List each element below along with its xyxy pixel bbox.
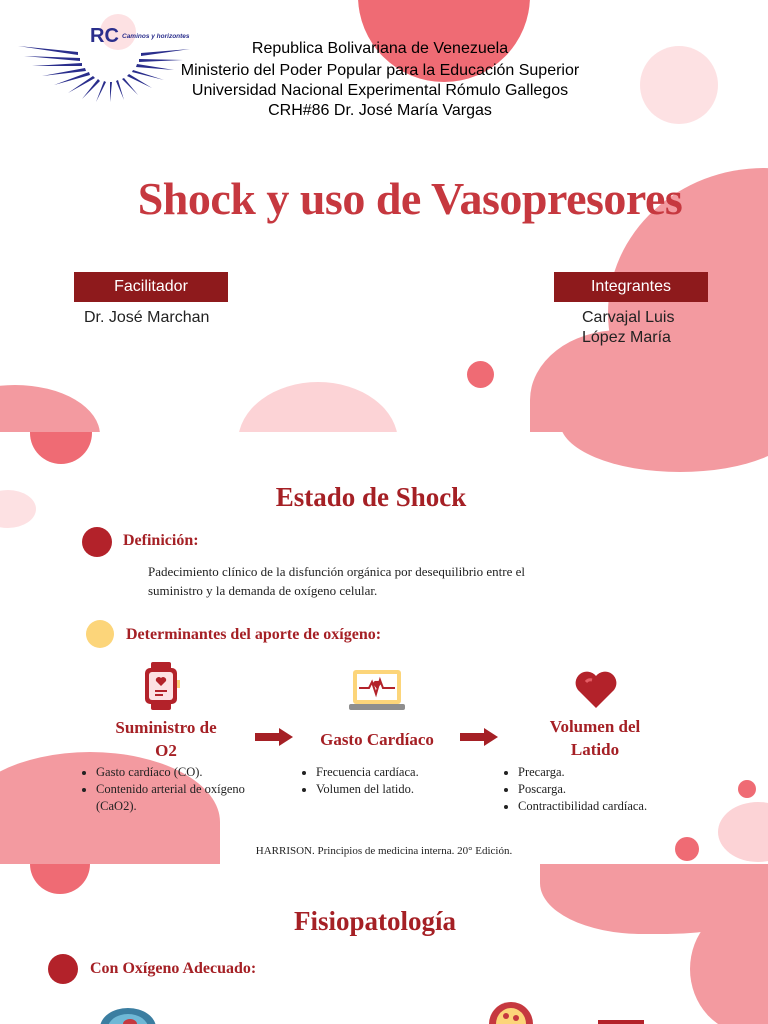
- arrow-right-icon: [255, 728, 293, 746]
- header-line-university: Universidad Nacional Experimental Rómulo Gallegos: [191, 82, 569, 99]
- bullet-dot-yellow: [86, 620, 114, 648]
- section-title: Fisiopatología: [293, 906, 456, 936]
- oxygen-adequate-label: Con Oxígeno Adecuado:: [90, 960, 257, 977]
- monitor-heartbeat-icon: [349, 670, 405, 714]
- decor-blob: [560, 432, 768, 472]
- integrantes-label: Integrantes: [554, 272, 708, 302]
- bullet-dot-red: [82, 527, 112, 557]
- column-title-volumen: Volumen del Latido: [549, 717, 641, 759]
- list-item: • Frecuencia cardíaca.: [316, 764, 486, 781]
- list-item: • Contenido arterial de oxígeno (CaO2).: [96, 781, 266, 815]
- facilitador-name: Dr. José Marchan: [84, 309, 210, 326]
- list-item: • Contractibilidad cardíaca.: [518, 798, 708, 815]
- arrow-right-icon: [460, 728, 498, 746]
- suministro-bullets: [72, 764, 266, 815]
- list-item: • Volumen del latido.: [316, 781, 486, 798]
- definition-label: Definición:: [123, 532, 199, 549]
- svg-text:RC: RC: [90, 25, 119, 47]
- decor-blob: [238, 382, 398, 432]
- bullet-dot-red: [48, 954, 78, 984]
- title-slide: [0, 0, 768, 432]
- decor-blob: [30, 432, 92, 464]
- column-title-suministro: Suministro de O2: [115, 718, 217, 760]
- column-title-gasto: Gasto Cardíaco: [320, 730, 434, 749]
- mitochondria-illustration-icon: [488, 998, 534, 1024]
- header-line-ministry: Ministerio del Poder Popular para la Educación Superior: [180, 62, 580, 79]
- section-title: Estado de Shock: [275, 482, 467, 512]
- header-line-republic: Republica Bolivariana de Venezuela: [251, 40, 509, 57]
- integrante-name: Carvajal Luis: [582, 309, 675, 326]
- volumen-bullets: [494, 764, 708, 815]
- heart-icon: [574, 670, 618, 710]
- header-line-crh: CRH#86 Dr. José María Vargas: [268, 102, 492, 119]
- pathophysiology-slide: [0, 864, 768, 1024]
- decor-blob: [30, 864, 90, 894]
- decor-bar: [598, 1020, 644, 1024]
- determinants-label: Determinantes del aporte de oxígeno:: [126, 626, 382, 643]
- list-item: • Gasto cardíaco (CO).: [96, 764, 266, 781]
- smartwatch-heart-icon: [142, 662, 182, 710]
- definition-text: Padecimiento clínico de la disfunción orgánica por desequilibrio entre el suministro y la demanda de oxígeno celular.: [148, 564, 525, 598]
- gasto-bullets: [292, 764, 486, 798]
- presentation-title: Shock y uso de Vasopresores: [137, 173, 683, 224]
- svg-text:Caminos y horizontes: Caminos y horizontes: [122, 33, 190, 40]
- decor-blob: [640, 46, 718, 124]
- list-item: • Poscarga.: [518, 781, 708, 798]
- reference-citation: HARRISON. Principios de medicina interna. 20° Edición.: [255, 845, 513, 857]
- cell-illustration-icon: [98, 1002, 158, 1024]
- decor-blob: [738, 780, 756, 798]
- decor-blob: [467, 361, 494, 388]
- facilitador-label: Facilitador: [74, 272, 228, 302]
- list-item: • Precarga.: [518, 764, 708, 781]
- decor-blob: [0, 385, 100, 432]
- shock-state-slide: [0, 432, 768, 864]
- integrante-name: López María: [582, 329, 671, 346]
